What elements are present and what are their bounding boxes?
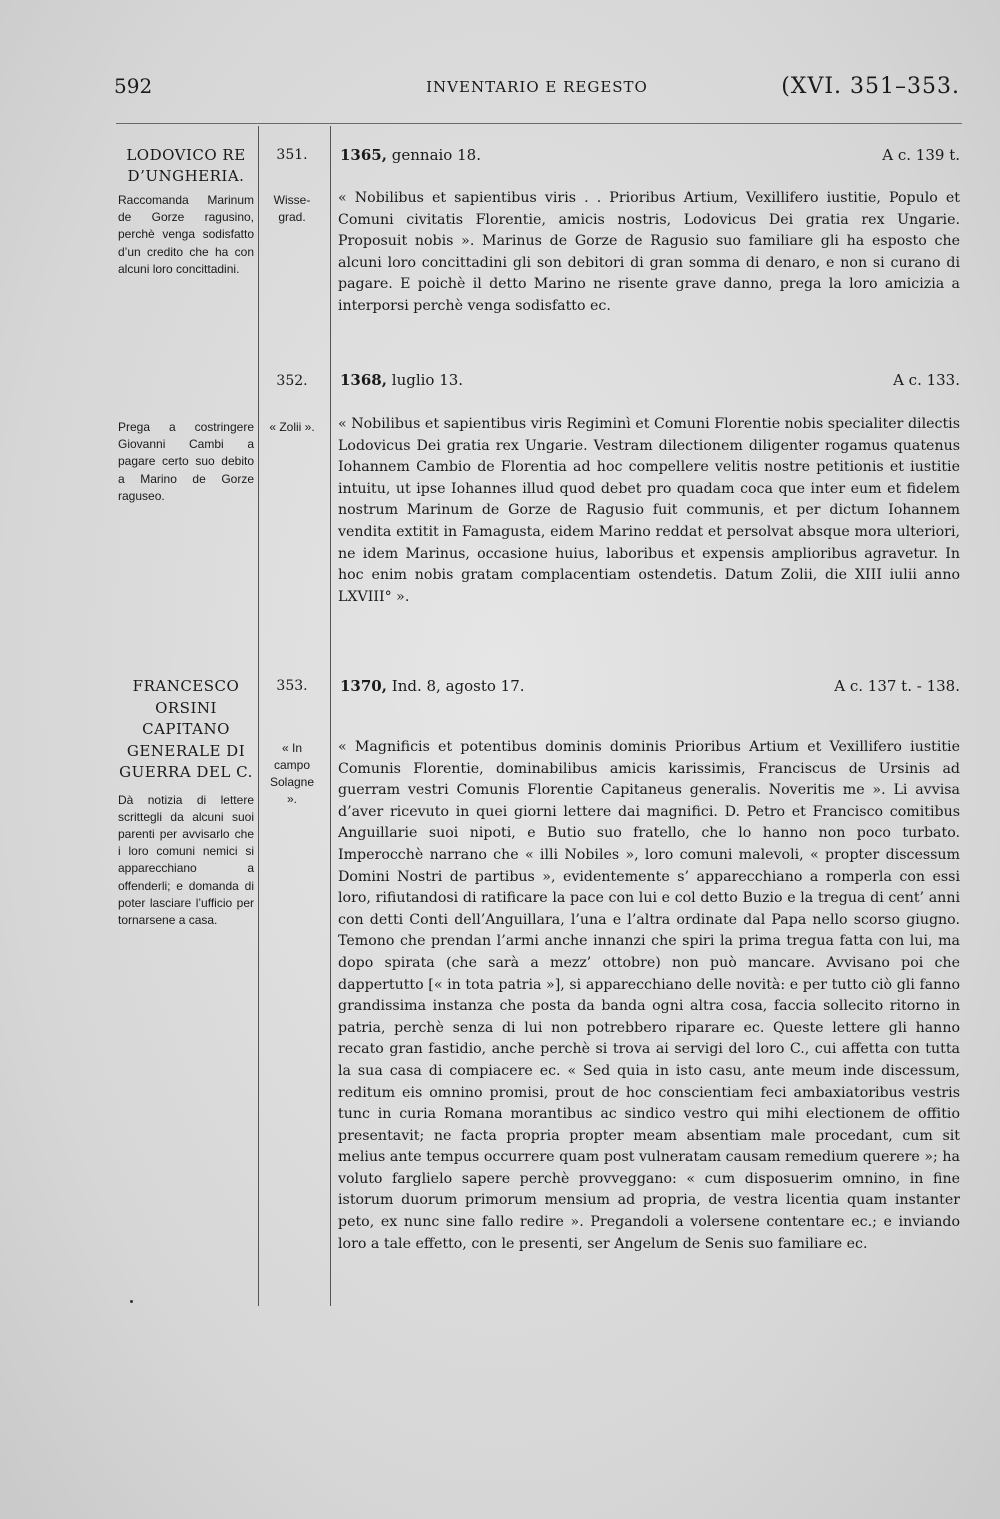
entry-dateline <box>340 371 960 393</box>
entry-date <box>340 677 525 695</box>
entry-summary-text: Dà notizia di lettere scrittegli da alcuni suoi parenti per avvisarlo che i loro comuni nemici si apparecchiano a offenderli; e domanda di poter lasciare l’ufficio per tornarsene a casa. <box>118 792 254 927</box>
entry-dateline <box>340 146 960 168</box>
entry-summary <box>118 419 254 505</box>
entry-summary-text: Raccomanda Marinum de Gorze ragusino, perchè venga sodisfatto d’un credito che ha con alcuni loro concittadini. <box>118 193 254 276</box>
page-number: 592 <box>114 74 153 98</box>
entry-summary-title: LODOVICO RE D’UNGHERIA. <box>126 146 246 185</box>
entry-place: « In campo Solagne ». <box>269 741 315 806</box>
entry-dateline <box>340 677 960 699</box>
entry-day: Ind. 8, agosto 17. <box>391 677 525 695</box>
entry-reference: A c. 133. <box>893 371 960 389</box>
entry-number: 353. <box>276 678 308 694</box>
entry-summary-title: FRANCESCO ORSINI CAPITANO GENERALE DI GUERRA DEL C. <box>119 677 253 781</box>
entry-date <box>340 371 463 389</box>
entry-number: 351. <box>276 147 308 163</box>
entry-day: gennaio 18. <box>391 146 481 164</box>
entry-place: « Zolii ». <box>269 420 315 434</box>
section-range: (XVI. 351–353. <box>781 74 960 99</box>
running-title: INVENTARIO E REGESTO <box>426 78 648 96</box>
entry-summary-text: Prega a costringere Giovanni Cambi a pagare certo suo debito a Marino de Gorze raguseo. <box>118 420 254 503</box>
entry-text-paragraph: « Nobilibus et sapientibus viris . . Prioribus Artium, Vexillifero iustitie, Populo et Comuni civitatis Florentie, amicis nostris, Lodovicus Dei gratia rex Ungarie. Proposuit nobis ». Marinus de Gorze de Ragusio suo familiare gli ha esposto che alcuni loro concittadini gli son debitori di gran somma di denaro, e non si curano di pagare. E poichè il detto Marino ne risente grave danno, prega la loro amicizia a interporsi perchè venga sodisfatto ec. <box>338 190 960 314</box>
column-divider-right <box>330 126 331 1306</box>
column-divider-left <box>258 126 259 1306</box>
ink-mark <box>130 1300 133 1303</box>
entry-date <box>340 146 481 164</box>
entry-day: luglio 13. <box>391 371 464 389</box>
entry-year: 1365, <box>340 146 387 164</box>
entry-reference: A c. 137 t. - 138. <box>834 677 960 695</box>
entry-text-paragraph: « Magnificis et potentibus dominis dominis Prioribus Artium et Vexillifero iustitie Comunis Florentie, dominabilibus amicis karissimis, Franciscus de Ursinis ad guerram vestri Comunis Florentie Capitaneus generalis. Noveritis me ». Li avvisa d’aver ricevuto in quei giorni lettere dai magnifici. D. Petro et Francisco comitibus Anguillarie suoi nipoti, e Butio suo fratello, che lo hanno non poco turbato. Imperocchè narrano che « illi Nobiles », loro comuni malevoli, « propter discessum Domini Nostri de partibus », evidentemente s’ apparecchiano a romperla con essi loro, rifiutandosi di ratificare la pace con lui e col detto Buzio e la tregua di cent’ anni con detti Conti dell’Anguillara, l’una e l’altra ordinate dal Papa nello scorso giugno. Temono che prendan l’armi anche innanzi che spiri la prima tregua fatta con lui, ma dopo spirata (che sarà a mezz’ ottobre) non può mancare. Avvisano poi che dappertutto [« in tota patria »], si apparecchiano delle novità: e per tutto ciò gli fanno grandissima instanza che posta da banda ogni altra cosa, faccia sollecito ritorno in patria, perchè senza di lui non potrebbero riparare ec. Queste lettere gli hanno recato gran fastidio, anche perchè si trova ai servigi del loro C., cui affetta con tutta la sua casa di compiacere ec. « Sed quia in isto casu, ante meum inde discessum, reditum eis omnino promisi, prout de hoc conscientiam feci ambaxiatoribus vestris tunc in curia Romana morantibus ac sindico vestro qui mihi electionem de offitio presentavit; ne facta propria propter meam absentiam male procedant, cum sit melius ante tempus occurrere quam post vulneratam causam remedium querere »; ha voluto farglielo sapere perchè provveggano: « cum disposuerim omnino, in fine istorum duorum primorum mensium ad propria, de vestra licentia quam instanter peto, ex nunc sine fallo redire ». Pregandoli a volersene contentare ec.; e inviando loro a tale effetto, con le presenti, ser Angelum de Senis suo familiare ec. <box>338 739 960 1252</box>
header-rule <box>116 123 962 124</box>
page-header <box>114 74 960 108</box>
entry-text-paragraph: « Nobilibus et sapientibus viris Regiminì et Comuni Florentie nobis specialiter dilectis Lodovicus Dei gratia rex Ungarie. Vestram dilectionem diligenter rogamus quatenus Iohannem Cambio de Florentia ad hoc compellere velitis nostre petitionis et iustitie intuitu, ut ipse Iohannes illud quod debet pro quadam coca que inter eum et fidelem nostrum Marinum de Gorze de Ragusio fuit communis, et per dictum Iohannem vendita extitit in Famagusta, eidem Marino reddat et persolvat absque mora ulteriori, ne idem Marinus, occasione huius, laboribus et expensis amplioribus agravetur. In hoc enim nobis gratam complacentiam ostendetis. Datum Zolii, die XIII iulii anno LXVIII° ». <box>338 416 960 605</box>
entry-reference: A c. 139 t. <box>882 146 960 164</box>
entry-summary <box>118 145 254 278</box>
entry-place: Wisse-grad. <box>273 193 311 224</box>
entry-text <box>338 188 960 318</box>
entry-year: 1368, <box>340 371 387 389</box>
entry-text <box>338 414 960 608</box>
entry-number: 352. <box>276 373 308 389</box>
entry-year: 1370, <box>340 677 387 695</box>
entry-text <box>338 737 960 1255</box>
entry-summary <box>118 676 254 929</box>
